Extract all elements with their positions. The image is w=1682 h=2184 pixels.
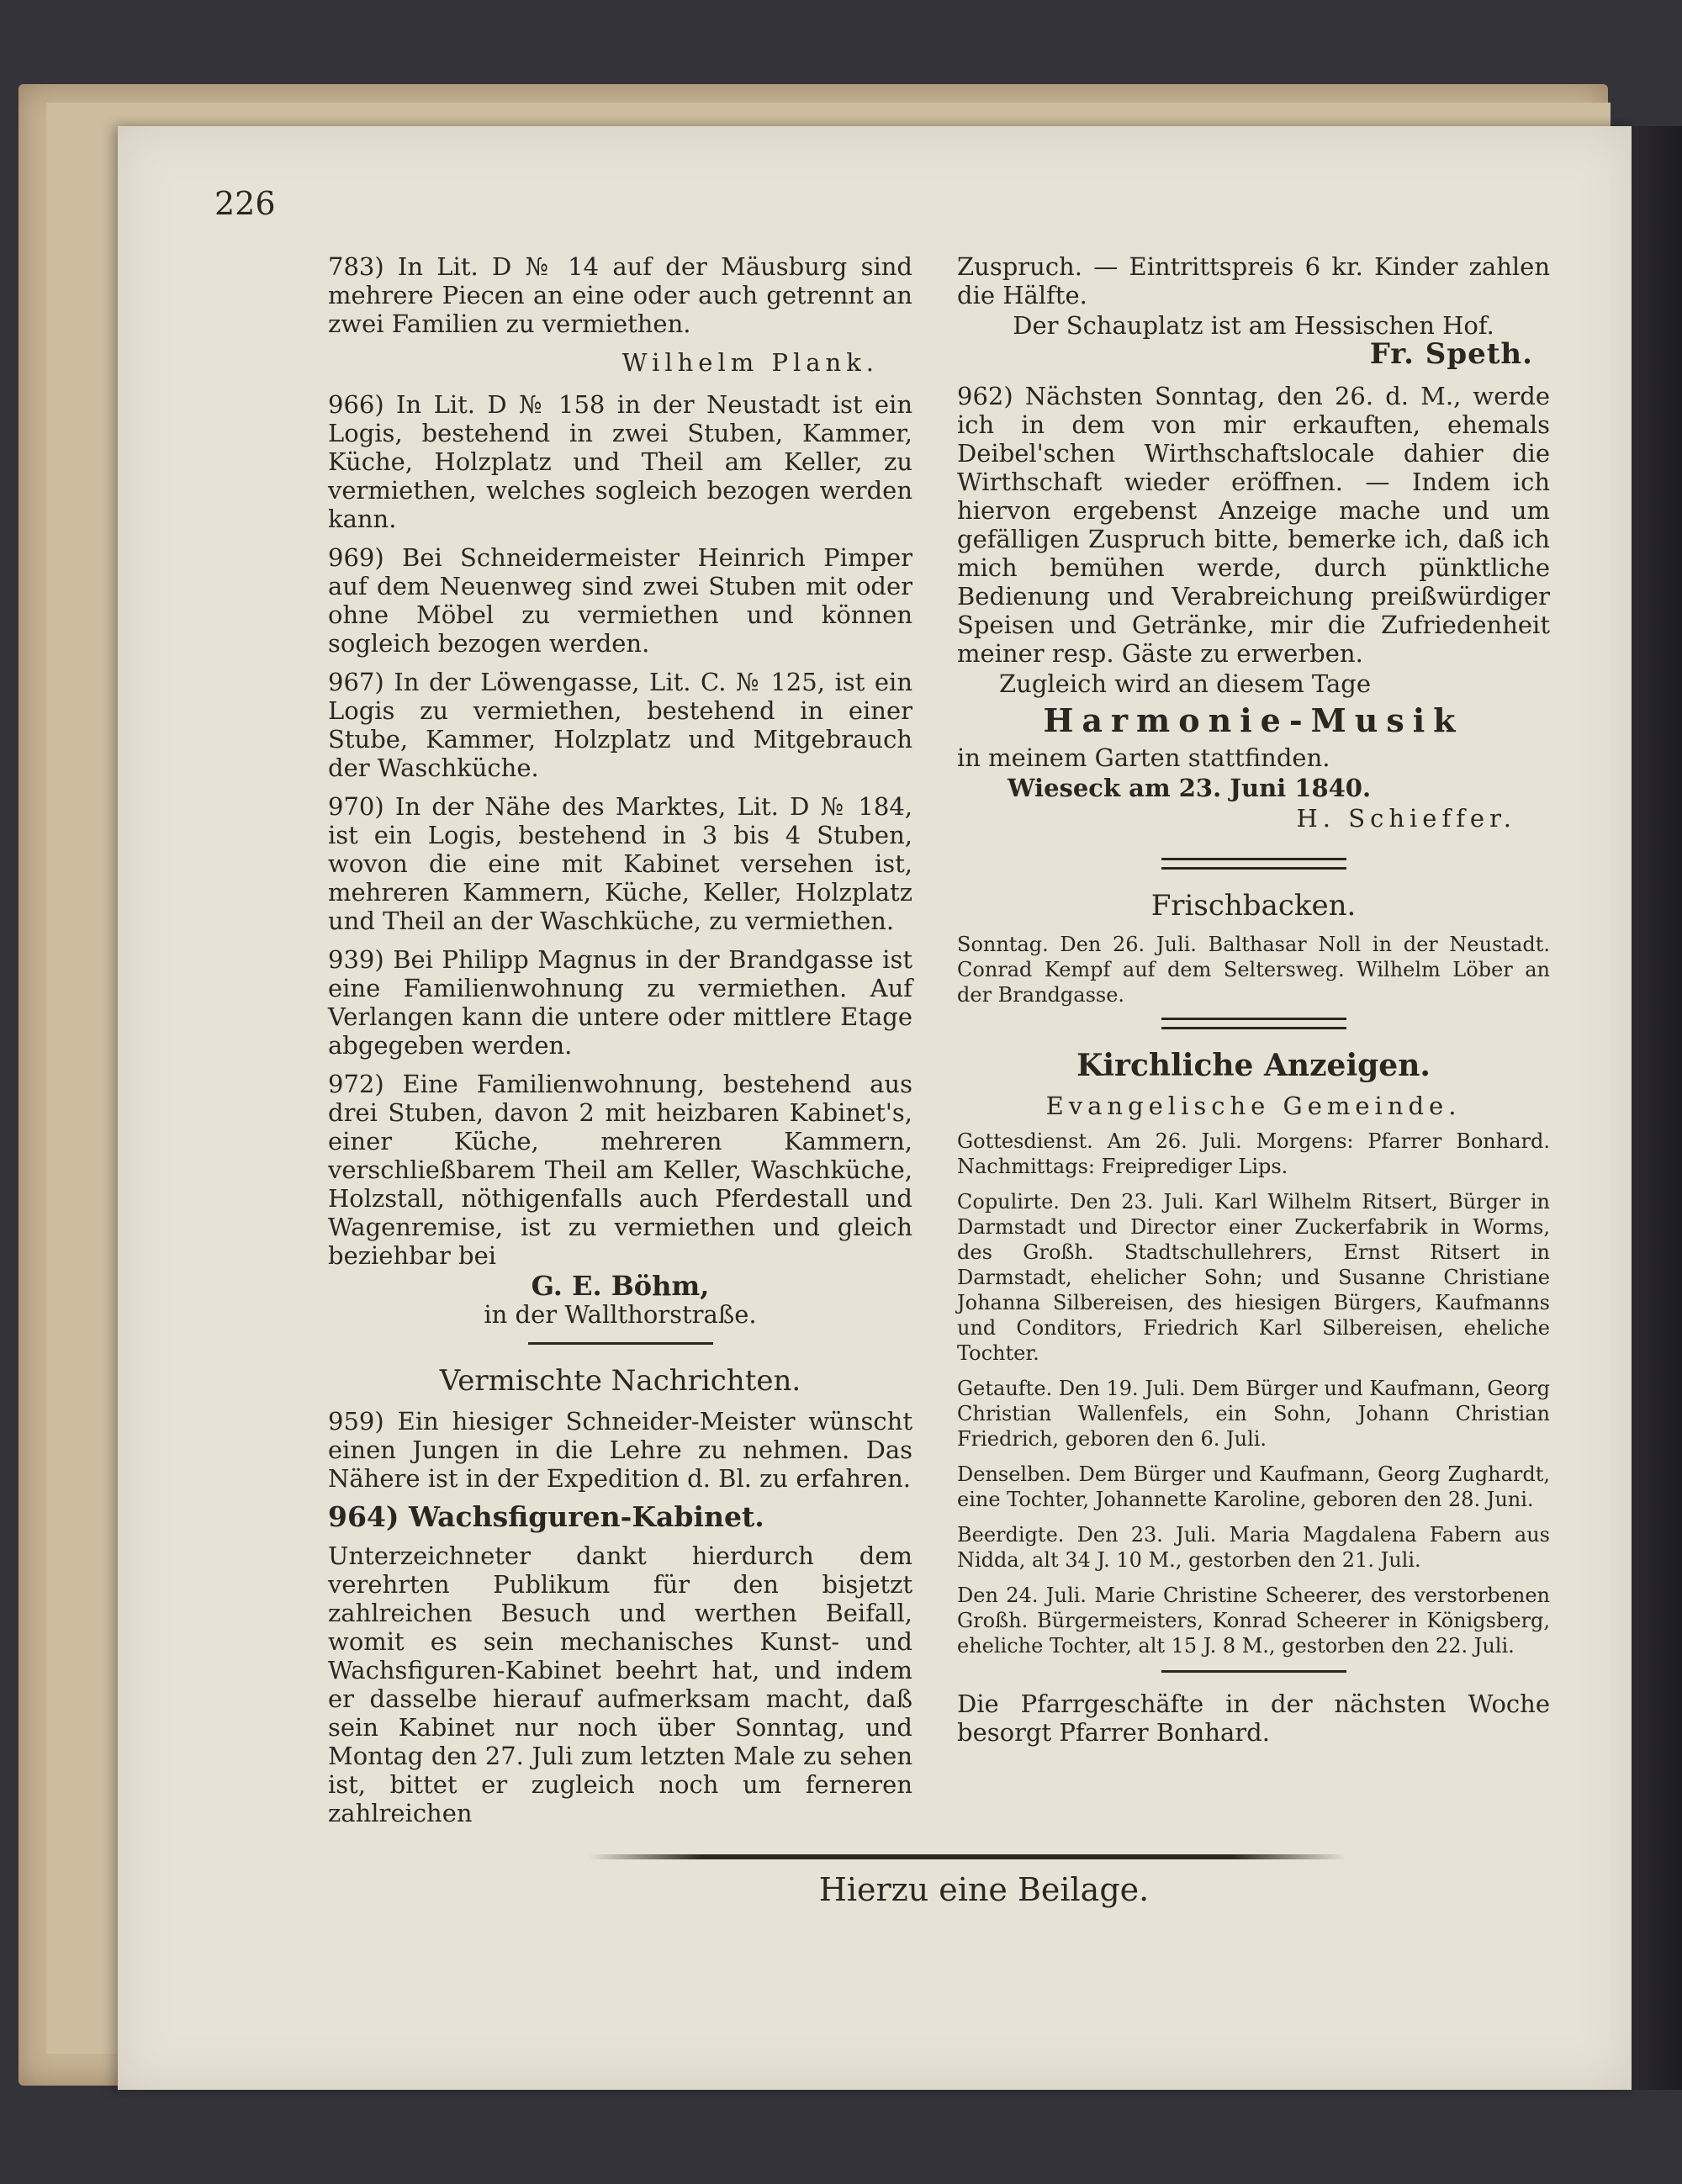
ad-967: 967) In der Löwengasse, Lit. C. № 125, ist ein Logis zu vermiethen, bestehend in einer Stube, Kammer, Holzplatz und Mitgebrauch der Waschküche. bbox=[328, 668, 912, 782]
ad-962-line2: Zugleich wird an diesem Tage bbox=[999, 669, 1372, 698]
divider bbox=[528, 1342, 713, 1345]
frischbacken-text: Sonntag. Den 26. Juli. Balthasar Noll in der Neustadt. Conrad Kempf auf dem Seltersweg. Wilhelm Löber an der Brandgasse. bbox=[957, 933, 1550, 1007]
ad-962: 962) Nächsten Sonntag, den 26. d. M., werde ich in dem von mir erkauften, ehemals Deibel'schen Wirthschaftslocale dahier die Wirthschaft wieder eröffnen. — Indem ich hiervon ergebenst Anzeige mache und um gefälligen Zuspruch bitte, bemerke ich, daß ich mich bemühen werde, durch pünktliche Bedienung und Verabreichung preißwürdiger Speisen und Getränke, mir die Zufriedenheit meiner resp. Gäste zu erwerben. bbox=[957, 382, 1550, 668]
ad-966: 966) In Lit. D № 158 in der Neustadt ist ein Logis, bestehend in zwei Stuben, Kammer, Küche, Holzplatz und Theil am Keller, zu vermiethen, welches sogleich bezogen werden kann. bbox=[328, 390, 912, 533]
ad-959: 959) Ein hiesiger Schneider-Meister wünscht einen Jungen in die Lehre zu nehmen. Das Nähere ist in der Expedition d. Bl. zu erfahren. bbox=[328, 1407, 912, 1493]
ad-972-place: in der Wallthorstraße. bbox=[484, 1300, 757, 1329]
ad-962-line3: in meinem Garten stattfinden. bbox=[957, 743, 1330, 772]
page-footer: Hierzu eine Beilage. bbox=[818, 1871, 1150, 1908]
getaufte: Getaufte. Den 19. Juli. Dem Bürger und Kaufmann, Georg Christian Wallenfels, ein Sohn, Johann Christian Friedrich, geboren den 6. Juli. bbox=[957, 1377, 1550, 1451]
ad-783-signature: Wilhelm Plank. bbox=[621, 348, 879, 377]
ad-964-continued: Zuspruch. — Eintrittspreis 6 kr. Kinder zahlen die Hälfte. bbox=[957, 252, 1550, 309]
ad-962-date: Wieseck am 23. Juni 1840. bbox=[1008, 774, 1372, 802]
misc-heading: Vermischte Nachrichten. bbox=[439, 1364, 801, 1398]
ad-964-title: 964) Wachsfiguren-Kabinet. bbox=[328, 1500, 764, 1533]
right-column bbox=[957, 252, 1550, 1757]
ad-939: 939) Bei Philipp Magnus in der Brandgasse ist eine Familienwohnung zu vermiethen. Auf Verlangen kann die untere oder mittlere Etage abgegeben werden. bbox=[328, 945, 912, 1060]
divider bbox=[1161, 858, 1346, 870]
harmonie-musik: Harmonie-Musik bbox=[1043, 701, 1464, 739]
kirchliche-heading: Kirchliche Anzeigen. bbox=[1076, 1048, 1431, 1083]
gottesdienst: Gottesdienst. Am 26. Juli. Morgens: Pfarrer Bonhard. Nachmittags: Freiprediger Lips. bbox=[957, 1129, 1550, 1178]
frischbacken-heading: Frischbacken. bbox=[1150, 889, 1357, 923]
ad-783: 783) In Lit. D № 14 auf der Mäusburg sind mehrere Piecen an eine oder auch getrennt an zwei Familien zu vermiethen. bbox=[328, 252, 912, 338]
footer-rule bbox=[589, 1854, 1346, 1859]
ad-972: 972) Eine Familienwohnung, bestehend aus drei Stuben, davon 2 mit heizbaren Kabinet's, einer Küche, mehreren Kammern, verschließbarem Theil am Keller, Waschküche, Holzstall, nöthigenfalls auch Pferdestall und Wagenremise, ist zu vermiethen und gleich beziehbar bei bbox=[328, 1070, 912, 1270]
ad-964-location: Der Schauplatz ist am Hessischen Hof. bbox=[1013, 311, 1494, 340]
ad-964-signature: Fr. Speth. bbox=[1369, 337, 1533, 371]
evangelische-heading: Evangelische Gemeinde. bbox=[1045, 1092, 1462, 1120]
beerdigte: Beerdigte. Den 23. Juli. Maria Magdalena Fabern aus Nidda, alt 34 J. 10 M., gestorben den 21. Juli. bbox=[957, 1523, 1550, 1572]
ad-964-text: Unterzeichneter dankt hierdurch dem verehrten Publikum für den bisjetzt zahlreichen Besuch und werthen Beifall, womit es sein mechanisches Kunst- und Wachsfiguren-Kabinet beehrt hat, und indem er dasselbe hierauf aufmerksam macht, daß sein Kabinet nur noch über Sonntag, und Montag den 27. Juli zum letzten Male zu sehen ist, bittet er zugleich noch um ferneren zahlreichen bbox=[328, 1541, 912, 1827]
ad-970: 970) In der Nähe des Marktes, Lit. D № 184, ist ein Logis, bestehend in 3 bis 4 Stuben, wovon die eine mit Kabinet versehen ist, mehreren Kammern, Küche, Keller, Holzplatz und Theil an der Waschküche, zu vermiethen. bbox=[328, 792, 912, 935]
copulirte: Copulirte. Den 23. Juli. Karl Wilhelm Ritsert, Bürger in Darmstadt und Director einer Zuckerfabrik in Worms, des Großh. Stadtschullehrers, Ernst Ritsert in Darmstadt, ehelicher Sohn; und Susanne Christiane Johanna Silbereisen, des hiesigen Bürgers, Kaufmanns und Conditors, Friedrich Karl Silbereisen, eheliche Tochter. bbox=[957, 1190, 1550, 1365]
denselben: Denselben. Dem Bürger und Kaufmann, Georg Zughardt, eine Tochter, Johannette Karoline, geboren den 28. Juni. bbox=[957, 1462, 1550, 1511]
ad-962-signature: H. Schieffer. bbox=[1296, 804, 1516, 833]
left-column bbox=[328, 252, 912, 1838]
page-number: 226 bbox=[214, 185, 276, 222]
ad-972-name: G. E. Böhm, bbox=[531, 1270, 710, 1302]
pfarrgeschaefte: Die Pfarrgeschäfte in der nächsten Woche besorgt Pfarrer Bonhard. bbox=[957, 1690, 1550, 1747]
ad-969: 969) Bei Schneidermeister Heinrich Pimper auf dem Neuenweg sind zwei Stuben mit oder ohne Möbel zu vermiethen und können sogleich bezogen werden. bbox=[328, 543, 912, 658]
beerdigte-2: Den 24. Juli. Marie Christine Scheerer, des verstorbenen Großh. Bürgermeisters, Konrad Scheerer in Königsberg, eheliche Tochter, alt 15 J. 8 M., gestorben den 22. Juli. bbox=[957, 1584, 1550, 1658]
divider bbox=[1161, 1018, 1346, 1029]
divider bbox=[1161, 1670, 1346, 1673]
scan-background-edge bbox=[1628, 126, 1682, 2090]
